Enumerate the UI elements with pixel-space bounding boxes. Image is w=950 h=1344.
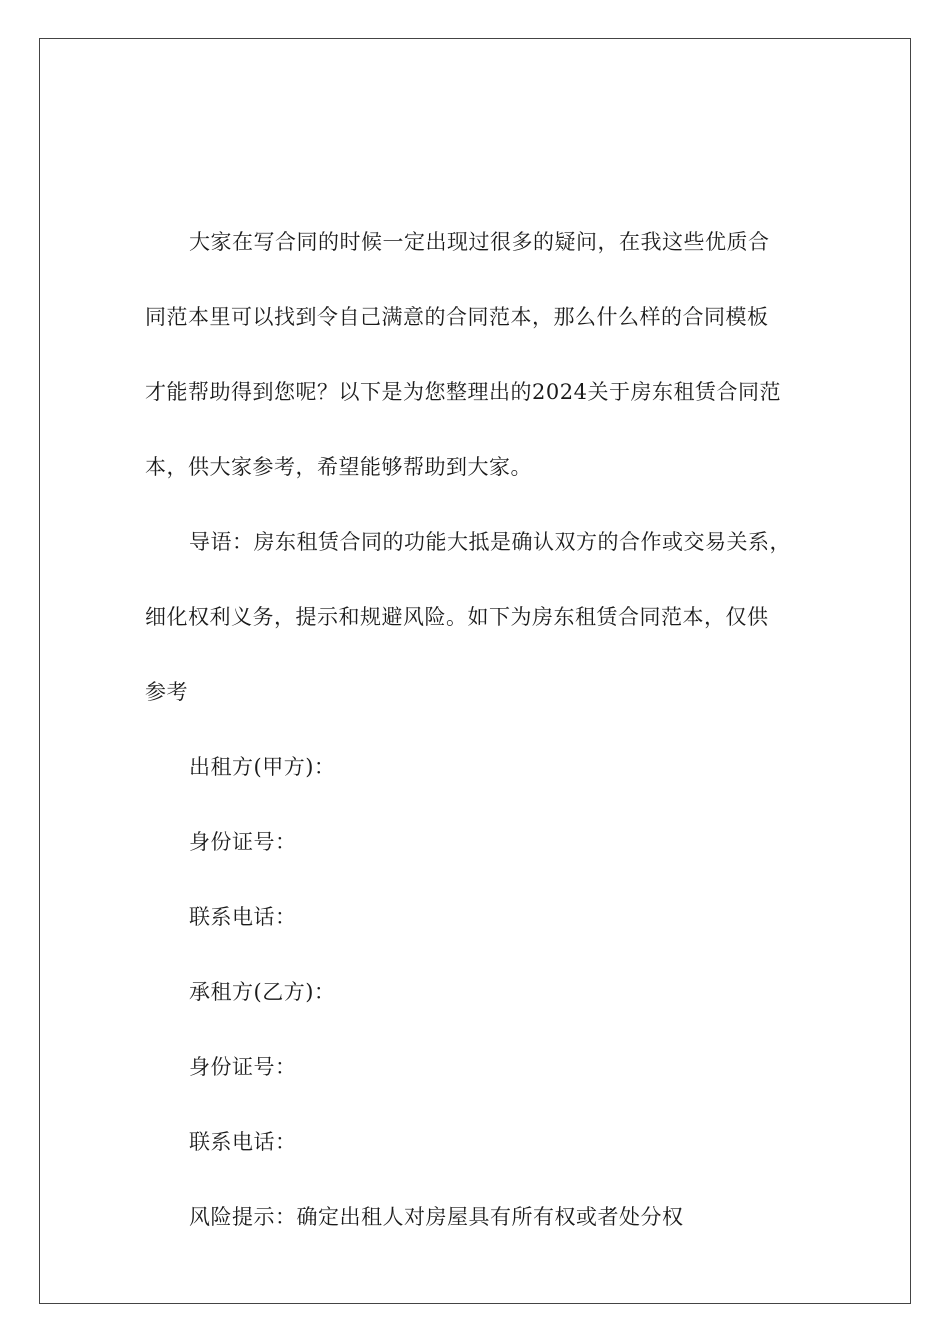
lessor-phone-label: 联系电话： [189, 905, 297, 929]
intro-line: 大家在写合同的时候一定出现过很多的疑问，在我这些优质合 [189, 230, 770, 254]
lessee-id-label: 身份证号： [189, 1055, 297, 1079]
intro-line: 同范本里可以找到令自己满意的合同范本，那么什么样的合同模板 [145, 305, 769, 329]
intro-line: 本，供大家参考，希望能够帮助到大家。 [145, 455, 532, 479]
lessor-label: 出租方(甲方)： [189, 755, 336, 779]
intro-line: 才能帮助得到您呢？以下是为您整理出的2024关于房东租赁合同范 [145, 380, 781, 404]
guide-line: 细化权利义务，提示和规避风险。如下为房东租赁合同范本，仅供 [145, 605, 769, 629]
lessor-id-label: 身份证号： [189, 830, 297, 854]
lessee-phone-label: 联系电话： [189, 1130, 297, 1154]
guide-line: 参考 [145, 680, 188, 704]
document-body [145, 205, 805, 1255]
guide-line: 导语：房东租赁合同的功能大抵是确认双方的合作或交易关系， [189, 530, 791, 554]
lessee-label: 承租方(乙方)： [189, 980, 336, 1004]
risk-note: 风险提示：确定出租人对房屋具有所有权或者处分权 [189, 1205, 684, 1229]
